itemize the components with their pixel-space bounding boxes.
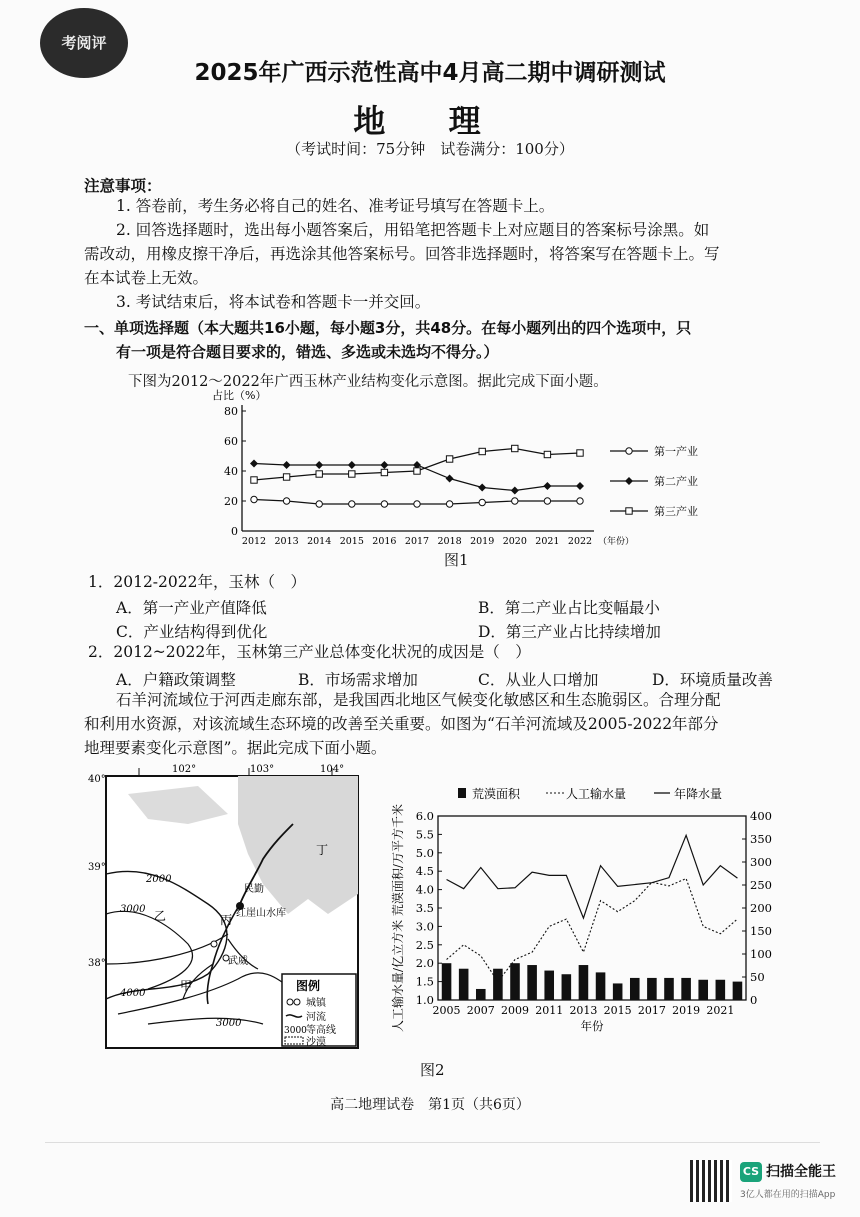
x-tick-label: 2015	[339, 536, 364, 545]
bar	[681, 978, 691, 1000]
bar	[527, 965, 537, 1000]
map-legend-item: 城镇	[306, 998, 326, 1009]
legend-label: 荒漠面积	[472, 787, 521, 801]
right-tick-label: 300	[750, 855, 772, 869]
right-tick-label: 250	[750, 878, 772, 892]
data-point	[577, 498, 583, 504]
legend-label: 年降水量	[674, 787, 723, 801]
map-lon-label: 102°	[172, 764, 197, 775]
data-point	[446, 475, 454, 483]
bar	[596, 972, 606, 1000]
x-tick-label: 2011	[535, 1004, 564, 1017]
data-point	[349, 471, 355, 477]
figure1-caption: 图1	[444, 551, 469, 569]
bar	[476, 989, 486, 1000]
q2-option-d: D．环境质量改善	[652, 671, 773, 689]
right-tick-label: 150	[750, 924, 772, 938]
right-tick-label: 100	[750, 947, 772, 961]
place-label: 丁	[316, 843, 329, 857]
data-point	[316, 501, 322, 507]
data-point	[478, 484, 486, 492]
map-lon-label: 104°	[320, 764, 345, 775]
contour-label: 2000	[146, 874, 172, 885]
left-tick-label: 1.5	[415, 974, 434, 989]
bar	[733, 982, 743, 1000]
legend-swatch	[458, 788, 466, 798]
data-point	[414, 501, 420, 507]
left-tick-label: 4.5	[415, 864, 434, 879]
figure1-chart	[210, 385, 720, 545]
data-point	[512, 445, 518, 451]
x-tick-label: 2021	[535, 536, 560, 545]
x-tick-label: 2015	[603, 1004, 632, 1017]
left-tick-label: 2.5	[415, 937, 434, 952]
data-point	[544, 451, 550, 457]
q1-option-d: D．第三产业占比持续增加	[478, 623, 661, 641]
x-tick-label: 2018	[437, 536, 462, 545]
intro2-line3: 地理要素变化示意图”。据此完成下面小题。	[84, 739, 387, 757]
contour-label: 4000	[120, 988, 146, 999]
x-axis-unit: （年份）	[598, 537, 635, 545]
subject-title: 地 理	[353, 102, 507, 140]
notice-heading: 注意事项：	[84, 177, 162, 195]
intro2-line2: 和利用水资源，对该流域生态环境的改善至关重要。如图为“石羊河流域及2005-2022年部分	[84, 715, 719, 733]
bar	[579, 965, 589, 1000]
q2-stem: 2．2012~2022年，玉林第三产业总体变化状况的成因是（ ）	[88, 643, 531, 661]
place-label: 丙	[220, 913, 233, 927]
series-line	[447, 835, 738, 918]
map-lat-label: 39°	[88, 862, 106, 873]
legend-label: 第一产业	[654, 445, 698, 458]
left-tick-label: 3.0	[415, 919, 434, 934]
x-tick-label: 2017	[637, 1004, 666, 1017]
bar	[630, 978, 640, 1000]
x-tick-label: 2019	[470, 536, 495, 545]
data-point	[349, 501, 355, 507]
left-tick-label: 5.0	[415, 845, 434, 860]
data-point	[544, 498, 550, 504]
town-label: 武威	[228, 956, 248, 967]
right-tick-label: 0	[750, 993, 758, 1007]
legend-marker	[625, 477, 633, 485]
data-point	[380, 461, 388, 469]
map-legend-contour-value: 3000	[284, 1026, 307, 1036]
bar	[613, 983, 623, 1000]
contour-label: 3000	[120, 904, 146, 915]
bar	[544, 971, 554, 1000]
x-tick-label: 2016	[372, 536, 397, 545]
figure2-caption: 图2	[420, 1061, 445, 1079]
left-tick-label: 4.0	[415, 882, 434, 897]
page-footer: 高二地理试卷 第1页（共6页）	[330, 1097, 530, 1113]
shiyang-river-map	[88, 764, 364, 1056]
intro-figure1: 下图为2012～2022年广西玉林产业结构变化示意图。据此完成下面小题。	[128, 374, 608, 390]
data-point	[446, 501, 452, 507]
data-point	[251, 477, 257, 483]
map-legend-item: 河流	[306, 1012, 326, 1023]
data-point	[512, 498, 518, 504]
q2-option-a: A．户籍政策调整	[116, 671, 236, 689]
place-label: 甲	[180, 979, 193, 993]
left-tick-label: 2.0	[415, 956, 434, 971]
legend-label: 人工输水量	[566, 787, 627, 801]
right-tick-label: 50	[750, 970, 765, 984]
y-axis-title: 占比（%）	[212, 389, 267, 402]
notice-item-2a: 2. 回答选择题时，选出每小题答案后，用铅笔把答题卡上对应题目的答案标号涂黑。如	[116, 221, 710, 239]
data-point	[251, 496, 257, 502]
y-tick-label: 0	[231, 525, 238, 538]
data-point	[316, 471, 322, 477]
data-point	[283, 461, 291, 469]
x-tick-label: 2007	[466, 1004, 495, 1017]
data-point	[479, 448, 485, 454]
data-point	[250, 460, 258, 468]
bar	[442, 963, 452, 1000]
divider	[45, 1142, 820, 1143]
qr-code-icon	[690, 1160, 732, 1202]
x-axis-title: 年份	[580, 1019, 604, 1033]
x-tick-label: 2009	[501, 1004, 529, 1017]
y-tick-label: 80	[224, 405, 238, 418]
scanner-app-name: 扫描全能王	[766, 1164, 836, 1180]
legend-marker	[626, 448, 632, 454]
x-tick-label: 2012	[241, 536, 267, 545]
notice-item-2c: 在本试卷上无效。	[84, 269, 209, 287]
brand-logo: 考阅评	[40, 8, 128, 78]
exam-title: 2025年广西示范性高中4月高二期中调研测试	[194, 60, 666, 86]
left-axis-title: 人工输水量/亿立方米 荒漠面积/万平方千米	[391, 804, 405, 1032]
map-legend-title: 图例	[296, 979, 321, 993]
intro2-line1: 石羊河流域位于河西走廊东部，是我国西北地区气候变化敏感区和生态脆弱区。合理分配	[116, 691, 721, 709]
right-tick-label: 400	[750, 809, 772, 823]
y-tick-label: 20	[224, 495, 238, 508]
q1-stem: 1．2012-2022年，玉林（ ）	[88, 573, 306, 591]
x-tick-label: 2013	[569, 1004, 598, 1017]
bar	[510, 963, 520, 1000]
data-point	[511, 487, 519, 495]
bar	[647, 978, 657, 1000]
right-tick-label: 200	[750, 901, 772, 915]
data-point	[543, 482, 551, 490]
town-label: 民勤	[244, 884, 264, 895]
y-tick-label: 40	[224, 465, 238, 478]
scanner-badge: CS	[740, 1162, 762, 1182]
series-line	[447, 879, 738, 982]
data-point	[414, 468, 420, 474]
x-tick-label: 2005	[432, 1004, 461, 1017]
bar	[716, 980, 726, 1000]
x-tick-label: 2021	[706, 1004, 735, 1017]
x-tick-label: 2022	[567, 536, 593, 545]
left-tick-label: 6.0	[415, 809, 434, 823]
legend-marker	[626, 508, 632, 514]
left-tick-label: 5.5	[415, 827, 434, 842]
town-label: 红崖山水库	[236, 908, 286, 919]
scanner-app-tagline: 3亿人都在用的扫描App	[740, 1190, 836, 1200]
right-tick-label: 350	[750, 832, 772, 846]
bar	[459, 969, 469, 1000]
x-tick-label: 2014	[307, 536, 332, 545]
data-point	[381, 501, 387, 507]
map-legend-item: 沙漠	[306, 1037, 326, 1048]
q1-option-b: B．第二产业占比变幅最小	[478, 599, 660, 617]
data-point	[283, 498, 289, 504]
notice-item-3: 3. 考试结束后，将本试卷和答题卡一并交回。	[116, 293, 431, 311]
left-tick-label: 1.0	[415, 993, 434, 1007]
data-point	[283, 474, 289, 480]
x-tick-label: 2013	[274, 536, 299, 545]
map-legend-item: 等高线	[306, 1025, 336, 1036]
notice-item-2b: 需改动，用橡皮擦干净后，再选涂其他答案标号。回答非选择题时，将答案写在答题卡上。写	[84, 245, 720, 263]
data-point	[381, 469, 387, 475]
q1-option-a: A．第一产业产值降低	[116, 599, 267, 617]
left-tick-label: 3.5	[415, 901, 434, 915]
bar	[664, 978, 674, 1000]
figure2-chart	[378, 776, 788, 1038]
data-point	[315, 461, 323, 469]
map-lon-label: 103°	[250, 764, 275, 775]
x-tick-label: 2019	[672, 1004, 701, 1017]
y-tick-label: 60	[224, 435, 238, 448]
bar	[493, 969, 503, 1000]
bar	[562, 974, 572, 1000]
data-point	[479, 499, 485, 505]
data-point	[446, 456, 452, 462]
data-point	[576, 482, 584, 490]
contour-label: 3000	[216, 1018, 242, 1029]
section-heading-line2: 有一项是符合题目要求的，错选、多选或未选均不得分。）	[116, 343, 499, 361]
x-tick-label: 2017	[404, 536, 430, 545]
place-label: 乙	[154, 909, 167, 923]
map-lat-label: 40°	[88, 774, 106, 785]
x-tick-label: 2020	[502, 536, 527, 545]
map-lat-label: 38°	[88, 958, 106, 969]
data-point	[577, 450, 583, 456]
notice-item-1: 1. 答卷前，考生务必将自己的姓名、准考证号填写在答题卡上。	[116, 197, 555, 215]
q2-option-b: B．市场需求增加	[298, 671, 418, 689]
q2-option-c: C．从业人口增加	[478, 671, 599, 689]
bar	[698, 980, 708, 1000]
plot-frame	[438, 816, 746, 1000]
exam-info: （考试时间：75分钟 试卷满分：100分）	[286, 140, 574, 158]
data-point	[348, 461, 356, 469]
q1-option-c: C．产业结构得到优化	[116, 623, 268, 641]
section-heading-line1: 一、单项选择题（本大题共16小题，每小题3分，共48分。在每小题列出的四个选项中，只	[84, 319, 692, 337]
legend-label: 第三产业	[654, 505, 698, 518]
legend-label: 第二产业	[654, 475, 698, 488]
